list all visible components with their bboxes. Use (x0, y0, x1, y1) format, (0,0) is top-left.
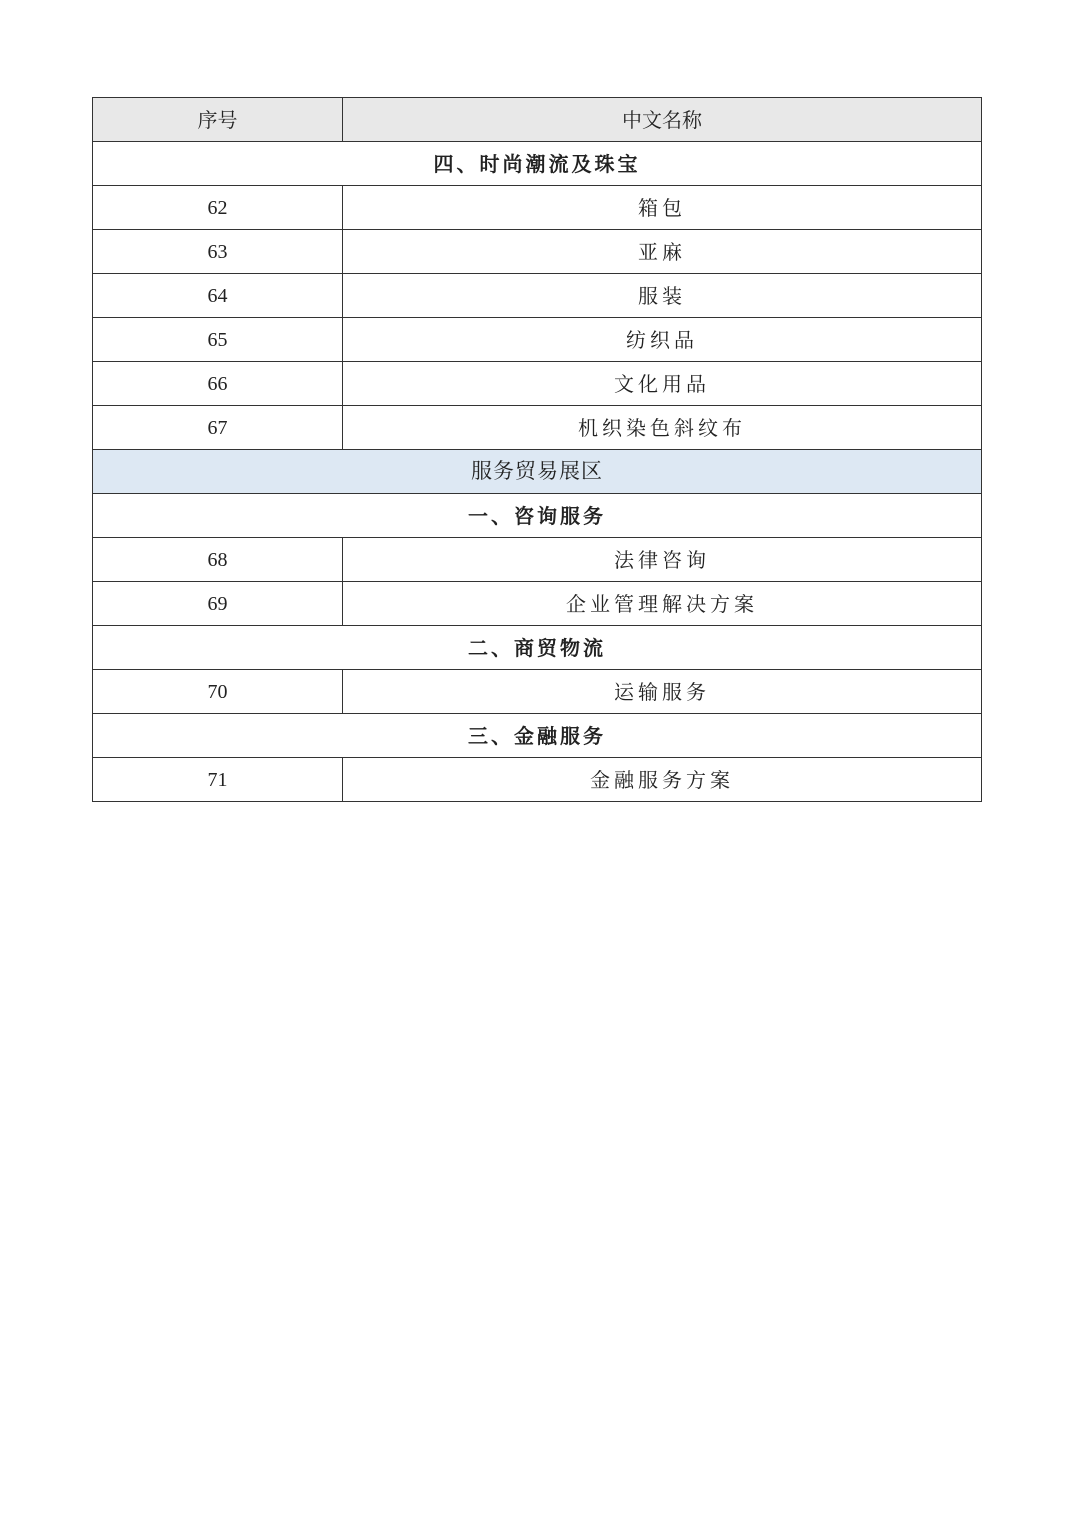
table-row (93, 318, 982, 362)
row-chinese-name: 运输服务 (343, 670, 982, 714)
table-body (93, 142, 982, 802)
section-heading: 三、金融服务 (93, 714, 982, 758)
header-row (93, 98, 982, 142)
row-chinese-name: 服装 (343, 274, 982, 318)
section-heading-row (93, 494, 982, 538)
table-row (93, 582, 982, 626)
row-serial-number: 65 (93, 318, 343, 362)
section-heading: 四、时尚潮流及珠宝 (93, 142, 982, 186)
row-serial-number: 70 (93, 670, 343, 714)
zone-heading: 服务贸易展区 (93, 450, 982, 494)
zone-heading-row (93, 450, 982, 494)
table-row (93, 758, 982, 802)
row-chinese-name: 文化用品 (343, 362, 982, 406)
section-heading-row (93, 626, 982, 670)
row-serial-number: 67 (93, 406, 343, 450)
table-row (93, 406, 982, 450)
row-serial-number: 63 (93, 230, 343, 274)
row-serial-number: 64 (93, 274, 343, 318)
section-heading: 二、商贸物流 (93, 626, 982, 670)
row-serial-number: 62 (93, 186, 343, 230)
table-row (93, 274, 982, 318)
row-chinese-name: 法律咨询 (343, 538, 982, 582)
table-row (93, 186, 982, 230)
row-chinese-name: 箱包 (343, 186, 982, 230)
row-chinese-name: 亚麻 (343, 230, 982, 274)
row-chinese-name: 企业管理解决方案 (343, 582, 982, 626)
table-row (93, 538, 982, 582)
row-serial-number: 69 (93, 582, 343, 626)
row-chinese-name: 纺织品 (343, 318, 982, 362)
table-row (93, 362, 982, 406)
header-chinese-name: 中文名称 (343, 98, 982, 142)
header-serial-number: 序号 (93, 98, 343, 142)
table-row (93, 230, 982, 274)
table-row (93, 670, 982, 714)
exhibit-table (92, 97, 982, 802)
section-heading: 一、咨询服务 (93, 494, 982, 538)
table-header (93, 98, 982, 142)
row-chinese-name: 金融服务方案 (343, 758, 982, 802)
row-serial-number: 68 (93, 538, 343, 582)
row-serial-number: 66 (93, 362, 343, 406)
row-chinese-name: 机织染色斜纹布 (343, 406, 982, 450)
row-serial-number: 71 (93, 758, 343, 802)
section-heading-row (93, 714, 982, 758)
section-heading-row (93, 142, 982, 186)
